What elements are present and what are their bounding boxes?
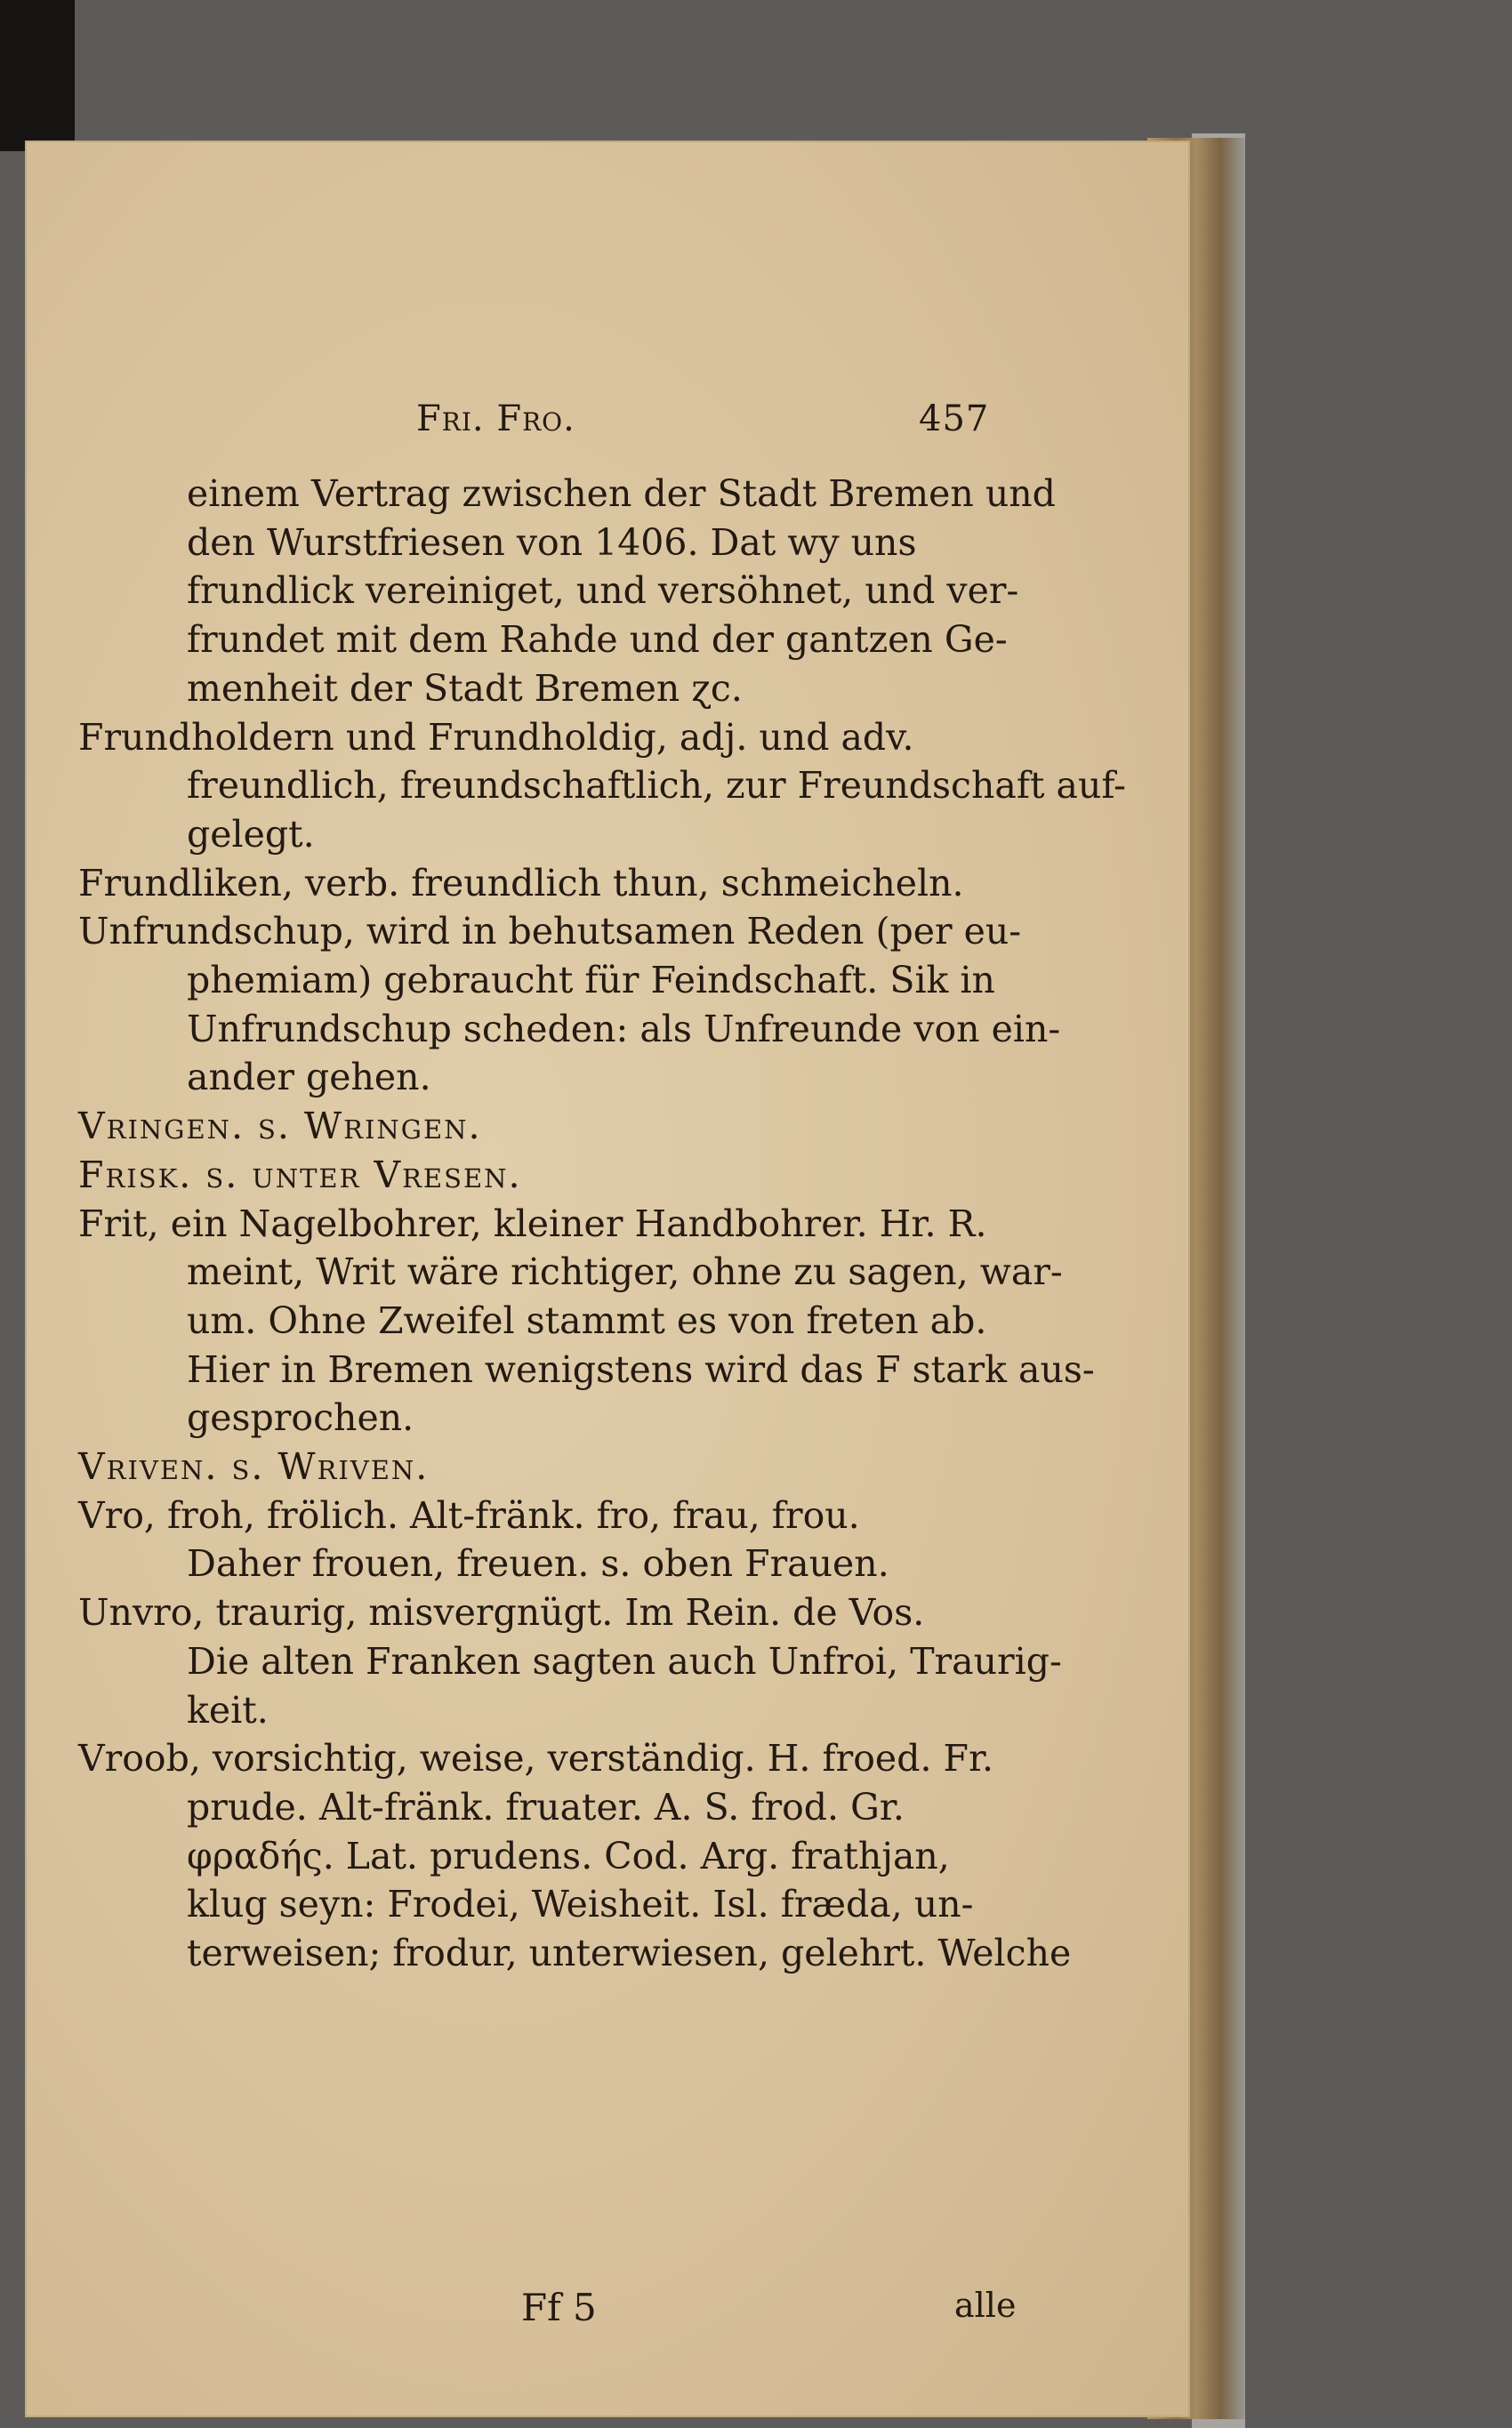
- entry-headword-line: Vroob, vorsichtig, weise, verständig. H. froed. Fr.: [78, 1737, 994, 1781]
- entry-continuation-line: klug seyn: Frodei, Weisheit. Isl. fræda, un-: [187, 1883, 974, 1926]
- running-header: [78, 398, 1021, 461]
- entry-continuation-line: menheit der Stadt Bremen ɀc.: [187, 666, 743, 710]
- entry-continuation-line: den Wurstfriesen von 1406. Dat wy uns: [187, 520, 917, 564]
- entry-continuation-line: Unfrundschup scheden: als Unfreunde von ein-: [187, 1007, 1061, 1050]
- entry-continuation-line: gelegt.: [187, 812, 315, 856]
- running-title: Fri. Fro.: [416, 398, 575, 439]
- entry-continuation-line: phemiam) gebraucht für Feindschaft. Sik in: [187, 959, 995, 1002]
- entry-continuation-line: um. Ohne Zweifel stammt es von freten ab.: [187, 1298, 987, 1342]
- entry-continuation-line: terweisen; frodur, unterwiesen, gelehrt. Welche: [187, 1932, 1072, 1975]
- entry-continuation-line: φραδής. Lat. prudens. Cod. Arg. frathjan,: [187, 1834, 950, 1877]
- entry-headword-line: Frundholdern und Frundholdig, adj. und adv.: [78, 715, 914, 759]
- entry-continuation-line: keit.: [187, 1688, 269, 1732]
- entry-headword-line: Vriven. s. Wriven.: [78, 1445, 430, 1489]
- entry-continuation-line: Hier in Bremen wenigstens wird das F stark aus-: [187, 1347, 1095, 1391]
- entry-continuation-line: meint, Writ wäre richtiger, ohne zu sagen, war-: [187, 1250, 1063, 1294]
- entry-headword-line: Unvro, traurig, misvergnügt. Im Rein. de Vos.: [78, 1591, 925, 1635]
- entry-continuation-line: Daher frouen, freuen. s. oben Frauen.: [187, 1542, 889, 1586]
- signature-mark: Ff 5: [521, 2286, 597, 2329]
- catchword: alle: [954, 2286, 1017, 2325]
- entry-continuation-line: prude. Alt-fränk. fruater. A. S. frod. Gr.: [187, 1785, 905, 1829]
- dictionary-entries: [78, 470, 1126, 1978]
- book-page: [25, 141, 1190, 2417]
- entry-headword-line: Vringen. s. Wringen.: [78, 1105, 482, 1148]
- entry-headword-line: Unfrundschup, wird in behutsamen Reden (per eu-: [78, 910, 1022, 953]
- entry-continuation-line: Die alten Franken sagten auch Unfroi, Traurig-: [187, 1639, 1062, 1683]
- entry-continuation-line: frundet mit dem Rahde und der gantzen Ge-: [187, 618, 1008, 662]
- entry-headword-line: Frundliken, verb. freundlich thun, schmeicheln.: [78, 861, 964, 904]
- entry-continuation-line: freundlich, freundschaftlich, zur Freundschaft auf-: [187, 764, 1126, 808]
- scanner-frame: [0, 0, 75, 151]
- entry-headword-line: Vro, froh, frölich. Alt-fränk. fro, frau, frou.: [78, 1493, 860, 1537]
- entry-continuation-line: gesprochen.: [187, 1396, 414, 1440]
- entry-headword-line: Frit, ein Nagelbohrer, kleiner Handbohrer. Hr. R.: [78, 1202, 987, 1245]
- entry-continuation-line: ander gehen.: [187, 1056, 431, 1099]
- entry-headword-line: Frisk. s. unter Vresen.: [78, 1153, 522, 1196]
- entry-continuation-line: frundlick vereiniget, und versöhnet, und ver-: [187, 569, 1019, 613]
- page-number: 457: [919, 398, 990, 439]
- entry-continuation-line: einem Vertrag zwischen der Stadt Bremen und: [187, 472, 1056, 515]
